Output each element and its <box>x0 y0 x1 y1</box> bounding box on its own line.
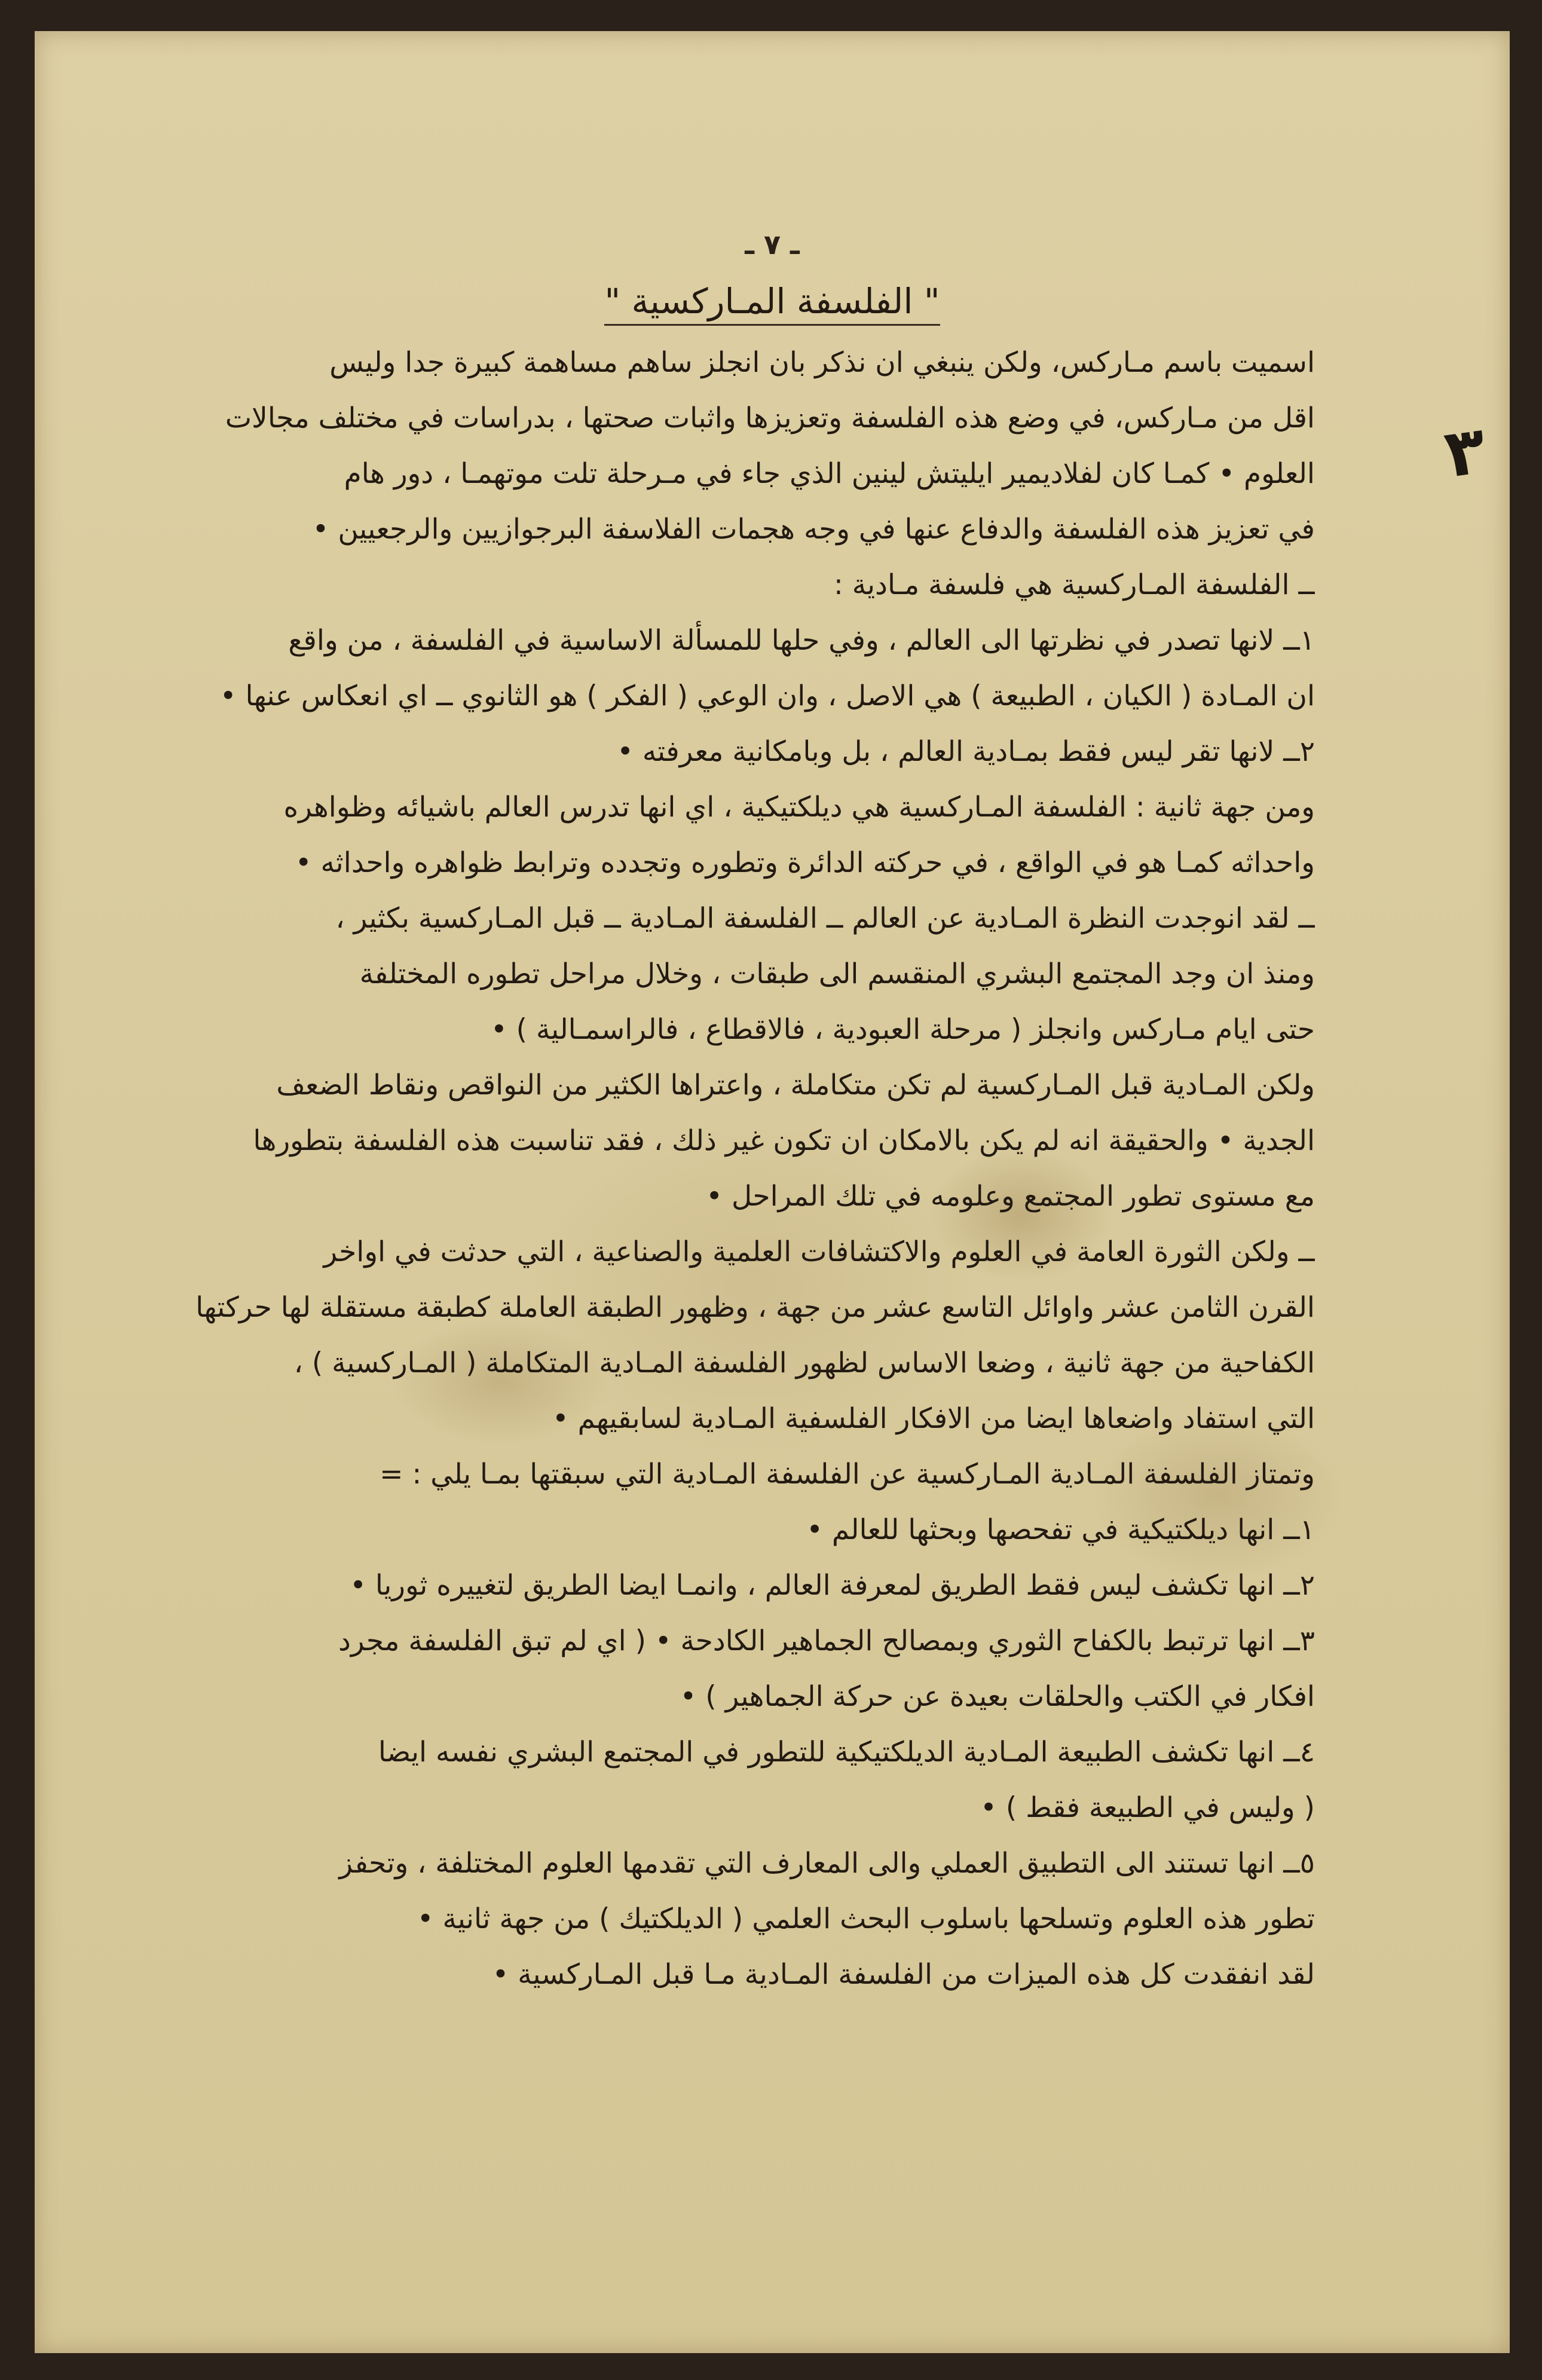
text-line: القرن الثامن عشر واوائل التاسع عشر من جهة ، وظهور الطبقة العاملة كطبقة مستقلة لها حركتها <box>195 1291 1315 1324</box>
text-line: ١ــ انها ديلكتيكية في تفحصها وبحثها للعالم • <box>806 1513 1315 1546</box>
text-line: الجدية • والحقيقة انه لم يكن بالامكان ان تكون غير ذلك ، فقد تناسبت هذه الفلسفة بتطورها <box>253 1124 1315 1157</box>
text-line: ٥ــ انها تستند الى التطبيق العملي والى المعارف التي تقدمها العلوم المختلفة ، وتحفز <box>339 1847 1315 1880</box>
text-line: ( وليس في الطبيعة فقط ) • <box>980 1791 1315 1824</box>
text-line: ــ لقد انوجدت النظرة المـادية عن العالم ــ الفلسفة المـادية ــ قبل المـاركسية بكثير ، <box>335 902 1315 935</box>
text-line: واحداثه كمـا هو في الواقع ، في حركته الدائرة وتطوره وتجدده وترابط ظواهره واحداثه • <box>295 846 1315 879</box>
document-title <box>35 281 1510 322</box>
text-line: اقل من مـاركس، في وضع هذه الفلسفة وتعزيزها واثبات صحتها ، بدراسات في مختلف مجالات <box>225 402 1315 435</box>
text-line: ــ ولكن الثورة العامة في العلوم والاكتشافات العلمية والصناعية ، التي حدثت في اواخر <box>323 1235 1315 1268</box>
text-line: التي استفاد واضعاها ايضا من الافكار الفلسفية المـادية لسابقيهم • <box>552 1402 1315 1435</box>
text-line: ٢ــ انها تكشف ليس فقط الطريق لمعرفة العالم ، وانمـا ايضا الطريق لتغييره ثوريا • <box>350 1569 1315 1602</box>
text-line: مع مستوى تطور المجتمع وعلومه في تلك المراحل • <box>706 1180 1315 1213</box>
text-line: ولكن المـادية قبل المـاركسية لم تكن متكاملة ، واعتراها الكثير من النواقص ونقاط الضعف <box>276 1069 1315 1102</box>
text-line: ٢ــ لانها تقر ليس فقط بمـادية العالم ، بل وبامكانية معرفته • <box>617 735 1315 768</box>
text-line: ــ الفلسفة المـاركسية هي فلسفة مـادية : <box>833 568 1315 601</box>
text-line: افكار في الكتب والحلقات بعيدة عن حركة الجماهير ) • <box>680 1680 1315 1713</box>
text-line: لقد انفقدت كل هذه الميزات من الفلسفة المـادية مـا قبل المـاركسية • <box>492 1958 1315 1991</box>
text-line: ١ــ لانها تصدر في نظرتها الى العالم ، وفي حلها للمسألة الاساسية في الفلسفة ، من واقع <box>288 624 1315 657</box>
text-line: ان المـادة ( الكيان ، الطبيعة ) هي الاصل ، وان الوعي ( الفكر ) هو الثانوي ــ اي انعكاس عنها • <box>219 680 1315 712</box>
text-line: اسميت باسم مـاركس، ولكن ينبغي ان نذكر بان انجلز ساهم مساهمة كبيرة جدا وليس <box>329 346 1315 379</box>
text-line: حتى ايام مـاركس وانجلز ( مرحلة العبودية ، فالاقطاع ، فالراسمـالية ) • <box>491 1013 1315 1046</box>
text-line: ٤ــ انها تكشف الطبيعة المـادية الديلكتيكية للتطور في المجتمع البشري نفسه ايضا <box>378 1736 1315 1769</box>
text-line: العلوم • كمـا كان لفلاديمير ايليتش لينين الذي جاء في مـرحلة تلت موتهمـا ، دور هام <box>344 457 1315 490</box>
document-title-text: " الفلسفة المـاركسية " <box>604 281 940 326</box>
text-line: تطور هذه العلوم وتسلحها باسلوب البحث العلمي ( الديلكتيك ) من جهة ثانية • <box>417 1902 1315 1935</box>
text-line: ٣ــ انها ترتبط بالكفاح الثوري وبمصالح الجماهير الكادحة • ( اي لم تبق الفلسفة مجرد <box>338 1625 1315 1657</box>
text-line: في تعزيز هذه الفلسفة والدفاع عنها في وجه هجمات الفلاسفة البرجوازيين والرجعيين • <box>312 513 1315 546</box>
document-body <box>191 335 1315 2002</box>
text-line: ومنذ ان وجد المجتمع البشري المنقسم الى طبقات ، وخلال مراحل تطوره المختلفة <box>359 957 1315 990</box>
text-line: الكفاحية من جهة ثانية ، وضعا الاساس لظهور الفلسفة المـادية المتكاملة ( المـاركسية ) ، <box>293 1347 1315 1379</box>
page-number: ـ ٧ ـ <box>745 228 800 261</box>
text-line: ومن جهة ثانية : الفلسفة المـاركسية هي ديلكتيكية ، اي انها تدرس العالم باشيائه وظواهره <box>283 791 1315 824</box>
text-line: وتمتاز الفلسفة المـادية المـاركسية عن الفلسفة المـادية التي سبقتها بمـا يلي : = <box>380 1458 1315 1491</box>
margin-mark: ٣ <box>1440 411 1491 493</box>
